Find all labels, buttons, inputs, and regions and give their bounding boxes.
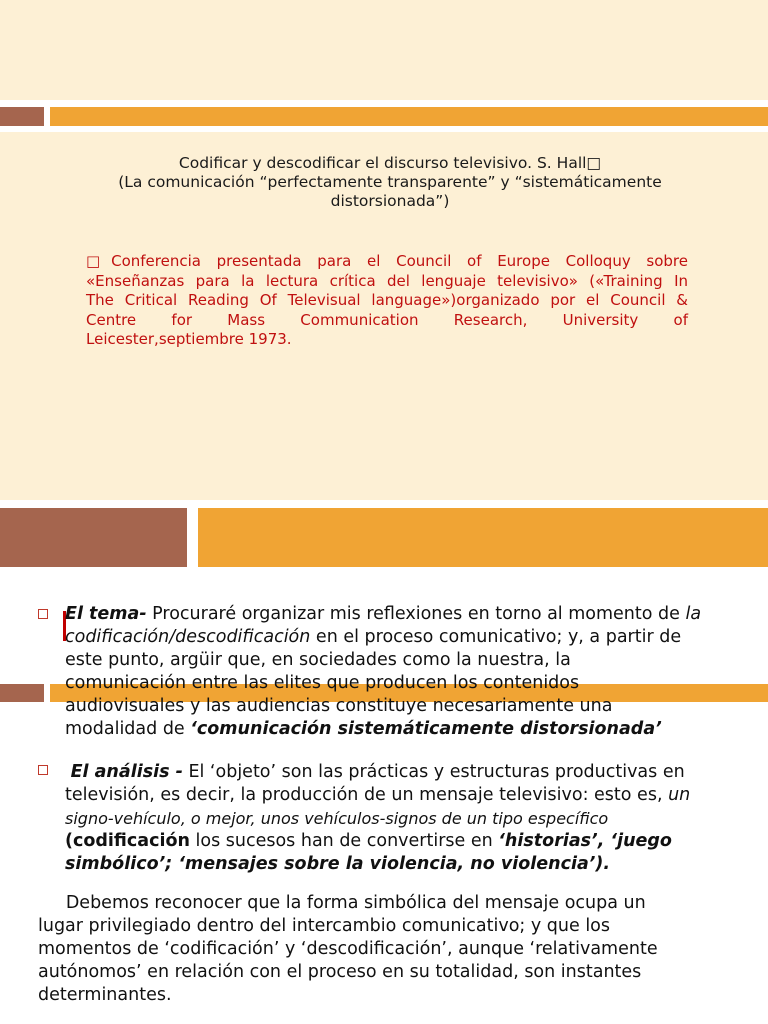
bullet-tema-italic: la — [685, 604, 702, 624]
bullet-analisis-text: los sucesos han de convertirse en — [189, 831, 499, 851]
middle-bar-brown — [0, 508, 187, 567]
bullet-square-icon — [38, 765, 48, 775]
closing-line: autónomos’ en relación con el proceso en su totalidad, son instantes — [38, 962, 642, 982]
bullet-square-icon — [38, 609, 48, 619]
bullet-tema-bold: ‘comunicación sistemáticamente distorsionada’ — [190, 719, 662, 739]
bullet-analisis-italic: signo-vehículo, o mejor, unos vehículos-signos de un tipo específico — [65, 809, 609, 828]
closing-line: momentos de ‘codificación’ y ‘descodificación’, aunque ‘relativamente — [38, 939, 658, 959]
note-line-5: Leicester,septiembre 1973. — [86, 330, 292, 348]
note-line-2: «Enseñanzas para la lectura crítica del lenguaje televisivo» («Training In — [86, 271, 688, 290]
bullet-analisis-text: El ‘objeto’ son las prácticas y estructuras productivas en — [182, 762, 685, 782]
bullet-tema-text: audiovisuales y las audiencias constituye necesariamente una — [65, 696, 613, 716]
slide-background — [0, 0, 768, 500]
top-bar-brown — [0, 107, 44, 126]
bullet-analisis-bold: ‘historias’, ‘juego — [498, 831, 672, 851]
bullet-analisis — [65, 761, 690, 876]
bullet-tema-text: en el proceso comunicativo; y, a partir de — [310, 627, 682, 647]
bullet-analisis-text: televisión, es decir, la producción de un mensaje televisivo: esto es, — [65, 785, 669, 805]
title-line-2: (La comunicación “perfectamente transparente” y “sistemáticamente — [118, 173, 662, 191]
bullet-tema-text: comunicación entre las elites que producen los contenidos — [65, 673, 580, 693]
bullet-tema-label: El tema- — [65, 604, 147, 624]
top-bar-orange — [50, 107, 768, 126]
slide-title — [80, 154, 700, 211]
title-line-3: distorsionada”) — [330, 192, 450, 210]
bullet-analisis-bold: simbólico’; ‘mensajes sobre la violencia, no violencia’). — [65, 854, 611, 874]
conference-note — [86, 252, 688, 350]
note-line-4: Centre for Mass Communication Research, University of — [86, 310, 688, 329]
closing-line: determinantes. — [38, 985, 172, 1005]
closing-paragraph — [38, 892, 658, 1007]
middle-bar-orange — [198, 508, 768, 567]
bullet-tema-text: este punto, argüir que, en sociedades como la nuestra, la — [65, 650, 571, 670]
bullet-tema-text: modalidad de — [65, 719, 191, 739]
bullet-analisis-label: El análisis - — [70, 762, 183, 782]
title-line-1: Codificar y descodificar el discurso televisivo. S. Hall□ — [178, 154, 602, 172]
bullet-analisis-bold: (codificación — [65, 831, 190, 851]
bullet-tema — [65, 603, 701, 741]
bullet-tema-text: Procuraré organizar mis reflexiones en torno al momento de — [146, 604, 686, 624]
closing-line: lugar privilegiado dentro del intercambio comunicativo; y que los — [38, 916, 611, 936]
closing-line: Debemos reconocer que la forma simbólica del mensaje ocupa un — [65, 893, 646, 913]
note-line-3: The Critical Reading Of Televisual language»)organizado por el Council & — [86, 291, 688, 309]
bullet-tema-italic: codificación/descodificación — [65, 627, 311, 647]
note-line-1: □Conferencia presentada para el Council of Europe Colloquy sobre — [86, 252, 688, 270]
lower-bar-brown — [0, 684, 44, 702]
bullet-analisis-italic: un — [668, 785, 691, 805]
